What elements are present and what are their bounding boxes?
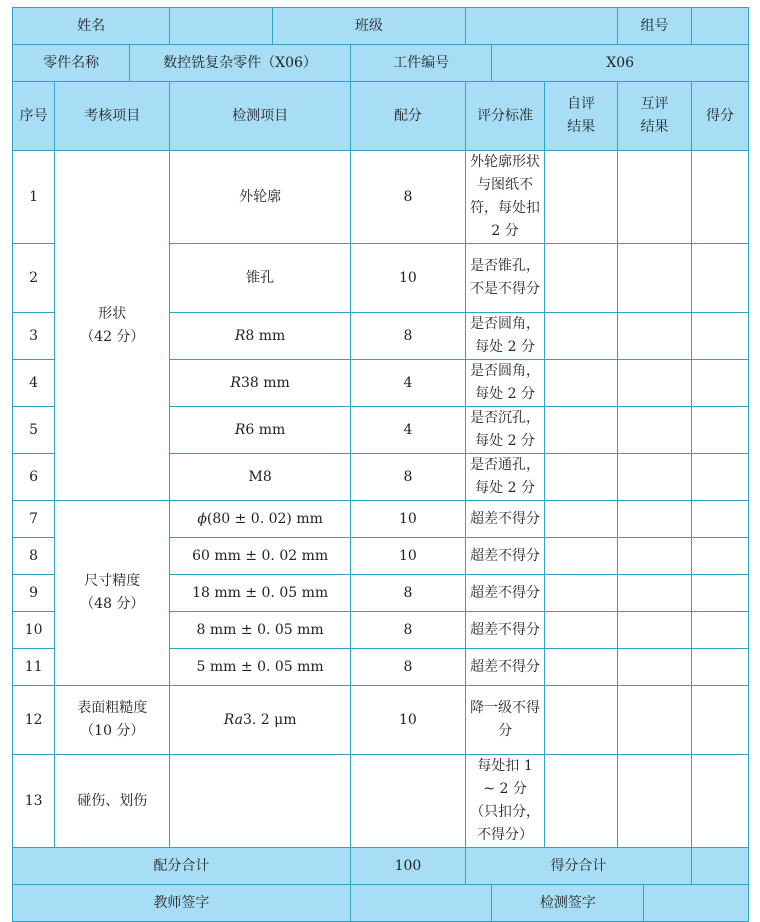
row-points: 8 <box>350 313 465 360</box>
row-check: Ra3. 2 μm <box>170 686 351 755</box>
row-score[interactable] <box>691 244 748 313</box>
col-score: 得分 <box>691 82 748 151</box>
part-name-value: 数控铣复杂零件（X06） <box>130 45 351 82</box>
row-peer-eval[interactable] <box>618 755 692 848</box>
row-no: 10 <box>13 612 55 649</box>
row-peer-eval[interactable] <box>618 313 692 360</box>
row-peer-eval[interactable] <box>618 501 692 538</box>
col-points: 配分 <box>350 82 465 151</box>
row-peer-eval[interactable] <box>618 686 692 755</box>
row-check: 5 mm ± 0. 05 mm <box>170 649 351 686</box>
row-self-eval[interactable] <box>545 407 618 454</box>
row-criteria: 是否通孔，每处 2 分 <box>465 454 544 501</box>
workpiece-no-label: 工件编号 <box>350 45 491 82</box>
row-self-eval[interactable] <box>545 454 618 501</box>
row-points: 10 <box>350 501 465 538</box>
row-no: 11 <box>13 649 55 686</box>
workpiece-no-value: X06 <box>492 45 749 82</box>
table-row <box>13 686 749 755</box>
row-score[interactable] <box>691 755 748 848</box>
class-value[interactable] <box>465 8 617 45</box>
name-value[interactable] <box>170 8 272 45</box>
row-check: 18 mm ± 0. 05 mm <box>170 575 351 612</box>
row-no: 6 <box>13 454 55 501</box>
table-row <box>13 501 749 538</box>
row-self-eval[interactable] <box>545 151 618 244</box>
row-points: 4 <box>350 407 465 454</box>
row-check: 锥孔 <box>170 244 351 313</box>
score-total-label: 得分合计 <box>465 848 691 885</box>
row-score[interactable] <box>691 454 748 501</box>
row-peer-eval[interactable] <box>618 538 692 575</box>
row-check: 8 mm ± 0. 05 mm <box>170 612 351 649</box>
class-label: 班级 <box>272 8 465 45</box>
col-criteria: 评分标准 <box>465 82 544 151</box>
row-peer-eval[interactable] <box>618 151 692 244</box>
scoring-sheet <box>12 7 749 922</box>
table-row <box>13 151 749 244</box>
name-label: 姓名 <box>13 8 170 45</box>
group-shape: 形状 （42 分） <box>55 151 170 501</box>
row-score[interactable] <box>691 538 748 575</box>
row-peer-eval[interactable] <box>618 454 692 501</box>
row-no: 7 <box>13 501 55 538</box>
row-self-eval[interactable] <box>545 649 618 686</box>
row-check <box>170 755 351 848</box>
row-self-eval[interactable] <box>545 612 618 649</box>
row-no: 3 <box>13 313 55 360</box>
row-criteria: 超差不得分 <box>465 538 544 575</box>
row-check: R8 mm <box>170 313 351 360</box>
row-no: 8 <box>13 538 55 575</box>
row-self-eval[interactable] <box>545 686 618 755</box>
row-points: 8 <box>350 575 465 612</box>
row-points: 8 <box>350 151 465 244</box>
row-criteria: 降一级不得分 <box>465 686 544 755</box>
row-self-eval[interactable] <box>545 501 618 538</box>
group-label: 组号 <box>618 8 692 45</box>
inspector-sign-field[interactable] <box>644 885 749 922</box>
row-points: 10 <box>350 686 465 755</box>
row-points: 10 <box>350 244 465 313</box>
row-score[interactable] <box>691 360 748 407</box>
inspector-sign-label: 检测签字 <box>492 885 644 922</box>
group-surface: 表面粗糙度 （10 分） <box>55 686 170 755</box>
row-criteria: 每处扣 1 ~ 2 分（只扣分，不得分） <box>465 755 544 848</box>
part-name-label: 零件名称 <box>13 45 130 82</box>
row-self-eval[interactable] <box>545 244 618 313</box>
row-self-eval[interactable] <box>545 313 618 360</box>
row-check: R6 mm <box>170 407 351 454</box>
row-check: 外轮廓 <box>170 151 351 244</box>
group-damage: 碰伤、划伤 <box>55 755 170 848</box>
row-points <box>350 755 465 848</box>
row-score[interactable] <box>691 649 748 686</box>
row-check: M8 <box>170 454 351 501</box>
row-score[interactable] <box>691 686 748 755</box>
col-check: 检测项目 <box>170 82 351 151</box>
group-value[interactable] <box>691 8 748 45</box>
row-peer-eval[interactable] <box>618 360 692 407</box>
col-peer-eval: 互评 结果 <box>618 82 692 151</box>
row-criteria: 是否圆角，每处 2 分 <box>465 360 544 407</box>
group-dimension: 尺寸精度 （48 分） <box>55 501 170 686</box>
row-no: 5 <box>13 407 55 454</box>
row-criteria: 超差不得分 <box>465 501 544 538</box>
row-score[interactable] <box>691 151 748 244</box>
row-no: 1 <box>13 151 55 244</box>
col-self-eval: 自评 结果 <box>545 82 618 151</box>
row-no: 2 <box>13 244 55 313</box>
row-points: 8 <box>350 649 465 686</box>
row-criteria: 外轮廓形状与图纸不符，每处扣 2 分 <box>465 151 544 244</box>
col-no: 序号 <box>13 82 55 151</box>
row-self-eval[interactable] <box>545 360 618 407</box>
row-score[interactable] <box>691 313 748 360</box>
row-peer-eval[interactable] <box>618 407 692 454</box>
row-no: 13 <box>13 755 55 848</box>
row-criteria: 是否圆角，每处 2 分 <box>465 313 544 360</box>
row-no: 4 <box>13 360 55 407</box>
row-peer-eval[interactable] <box>618 649 692 686</box>
row-peer-eval[interactable] <box>618 612 692 649</box>
points-total-value: 100 <box>350 848 465 885</box>
row-check: ϕ(80 ± 0. 02) mm <box>170 501 351 538</box>
row-peer-eval[interactable] <box>618 575 692 612</box>
row-no: 9 <box>13 575 55 612</box>
row-score[interactable] <box>691 407 748 454</box>
row-no: 12 <box>13 686 55 755</box>
row-score[interactable] <box>691 501 748 538</box>
row-criteria: 是否锥孔，不是不得分 <box>465 244 544 313</box>
row-criteria: 超差不得分 <box>465 575 544 612</box>
row-points: 10 <box>350 538 465 575</box>
table-row <box>13 755 749 848</box>
row-self-eval[interactable] <box>545 538 618 575</box>
row-score[interactable] <box>691 612 748 649</box>
row-score[interactable] <box>691 575 748 612</box>
teacher-sign-field[interactable] <box>350 885 491 922</box>
row-criteria: 超差不得分 <box>465 612 544 649</box>
row-points: 8 <box>350 612 465 649</box>
row-check: R38 mm <box>170 360 351 407</box>
row-check: 60 mm ± 0. 02 mm <box>170 538 351 575</box>
score-total-value[interactable] <box>691 848 748 885</box>
row-peer-eval[interactable] <box>618 244 692 313</box>
row-criteria: 超差不得分 <box>465 649 544 686</box>
row-self-eval[interactable] <box>545 575 618 612</box>
col-item: 考核项目 <box>55 82 170 151</box>
points-total-label: 配分合计 <box>13 848 351 885</box>
row-points: 4 <box>350 360 465 407</box>
teacher-sign-label: 教师签字 <box>13 885 351 922</box>
row-self-eval[interactable] <box>545 755 618 848</box>
row-points: 8 <box>350 454 465 501</box>
row-criteria: 是否沉孔，每处 2 分 <box>465 407 544 454</box>
